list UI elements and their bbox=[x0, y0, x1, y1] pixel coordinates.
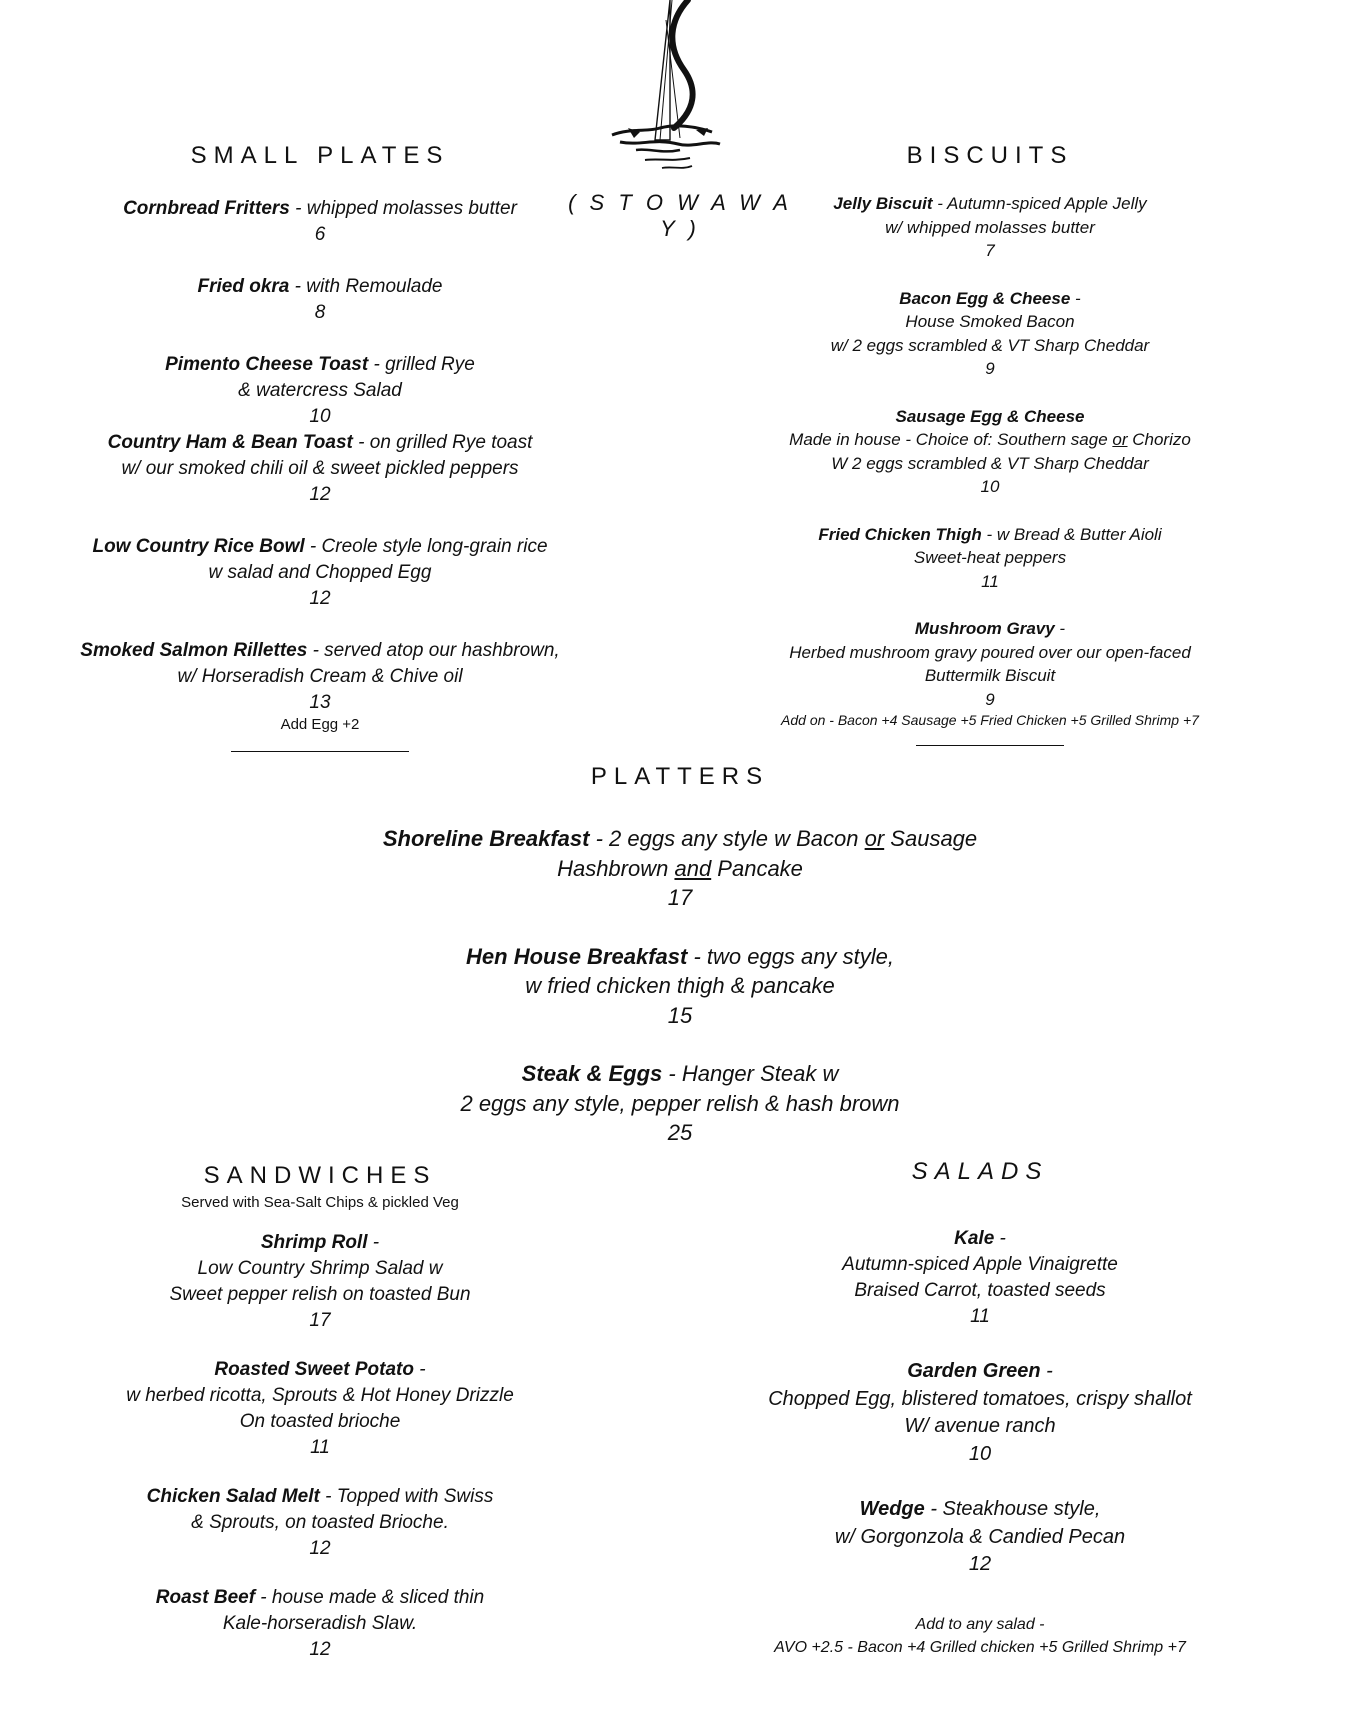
list-item: Chicken Salad Melt - Topped with Swiss & Sprouts, on toasted Brioche. 12 bbox=[146, 1486, 494, 1559]
list-item: Bacon Egg & Cheese - House Smoked Bacon w/ 2 eggs scrambled & VT Sharp Cheddar 9 bbox=[830, 288, 1150, 378]
list-item: Pimento Cheese Toast - grilled Rye & watercress Salad 10 bbox=[165, 354, 475, 427]
sandwiches-list bbox=[60, 1230, 580, 1663]
list-item: Country Ham & Bean Toast - on grilled Rye toast w/ our smoked chili oil & sweet pickled peppers 12 bbox=[107, 432, 533, 505]
brand-name: ( S T O W A W A Y ) bbox=[568, 190, 792, 241]
platters-title: PLATTERS bbox=[590, 763, 770, 790]
list-item: Cornbread Fritters - whipped molasses butter 6 bbox=[123, 198, 517, 245]
list-item: Hen House Breakfast - two eggs any style, w fried chicken thigh & pancake 15 bbox=[466, 943, 894, 1028]
section-divider bbox=[40, 734, 600, 760]
list-item: Roasted Sweet Potato - w herbed ricotta, Sprouts & Hot Honey Drizzle On toasted brioche 11 bbox=[126, 1359, 514, 1458]
list-item: Smoked Salmon Rillettes - served atop our hashbrown, w/ Horseradish Cream & Chive oil 13 bbox=[80, 640, 560, 713]
section-divider bbox=[720, 729, 1260, 753]
small-plates-list bbox=[40, 196, 600, 760]
list-item: Garden Green - Chopped Egg, blistered tomatoes, crispy shallot W/ avenue ranch 10 bbox=[768, 1360, 1192, 1465]
salads-list bbox=[740, 1226, 1220, 1659]
list-item: Sausage Egg & Cheese Made in house - Choice of: Southern sage or Chorizo W 2 eggs scrambled & VT Sharp Cheddar 10 bbox=[789, 406, 1191, 496]
small-plates-addon: Add Egg +2 bbox=[280, 716, 360, 733]
sandwiches-subtitle: Served with Sea-Salt Chips & pickled Veg bbox=[181, 1194, 459, 1211]
list-item: Shoreline Breakfast - 2 eggs any style w Bacon or Sausage Hashbrown and Pancake 17 bbox=[382, 826, 978, 910]
sandwiches-title: SANDWICHES bbox=[203, 1162, 437, 1189]
list-item: Kale - Autumn-spiced Apple Vinaigrette Braised Carrot, toasted seeds 11 bbox=[842, 1228, 1118, 1327]
salads-addon: Add to any salad - AVO +2.5 - Bacon +4 Grilled chicken +5 Grilled Shrimp +7 bbox=[774, 1615, 1186, 1656]
platters-list bbox=[300, 824, 1060, 1148]
sailboat-logo-icon bbox=[600, 0, 750, 180]
list-item: Steak & Eggs - Hanger Steak w 2 eggs any style, pepper relish & hash brown 25 bbox=[460, 1061, 900, 1145]
list-item: Mushroom Gravy - Herbed mushroom gravy poured over our open-faced Buttermilk Biscuit 9 bbox=[789, 619, 1191, 709]
salads-title: SALADS bbox=[911, 1158, 1049, 1185]
biscuits-addon: Add on - Bacon +4 Sausage +5 Fried Chicken +5 Grilled Shrimp +7 bbox=[781, 712, 1199, 728]
list-item: Shrimp Roll - Low Country Shrimp Salad w Sweet pepper relish on toasted Bun 17 bbox=[169, 1232, 471, 1331]
list-item: Jelly Biscuit - Autumn-spiced Apple Jelly w/ whipped molasses butter 7 bbox=[833, 194, 1147, 260]
biscuits-list bbox=[720, 192, 1260, 753]
list-item: Fried Chicken Thigh - w Bread & Butter Aioli Sweet-heat peppers 11 bbox=[818, 524, 1162, 591]
list-item: Wedge - Steakhouse style, w/ Gorgonzola & Candied Pecan 12 bbox=[834, 1498, 1126, 1575]
list-item: Fried okra - with Remoulade 8 bbox=[197, 276, 443, 323]
list-item: Roast Beef - house made & sliced thin Kale-horseradish Slaw. 12 bbox=[155, 1587, 485, 1660]
list-item: Low Country Rice Bowl - Creole style long-grain rice w salad and Chopped Egg 12 bbox=[92, 536, 548, 609]
biscuits-title: BISCUITS bbox=[906, 142, 1074, 169]
small-plates-title: SMALL PLATES bbox=[190, 142, 450, 169]
